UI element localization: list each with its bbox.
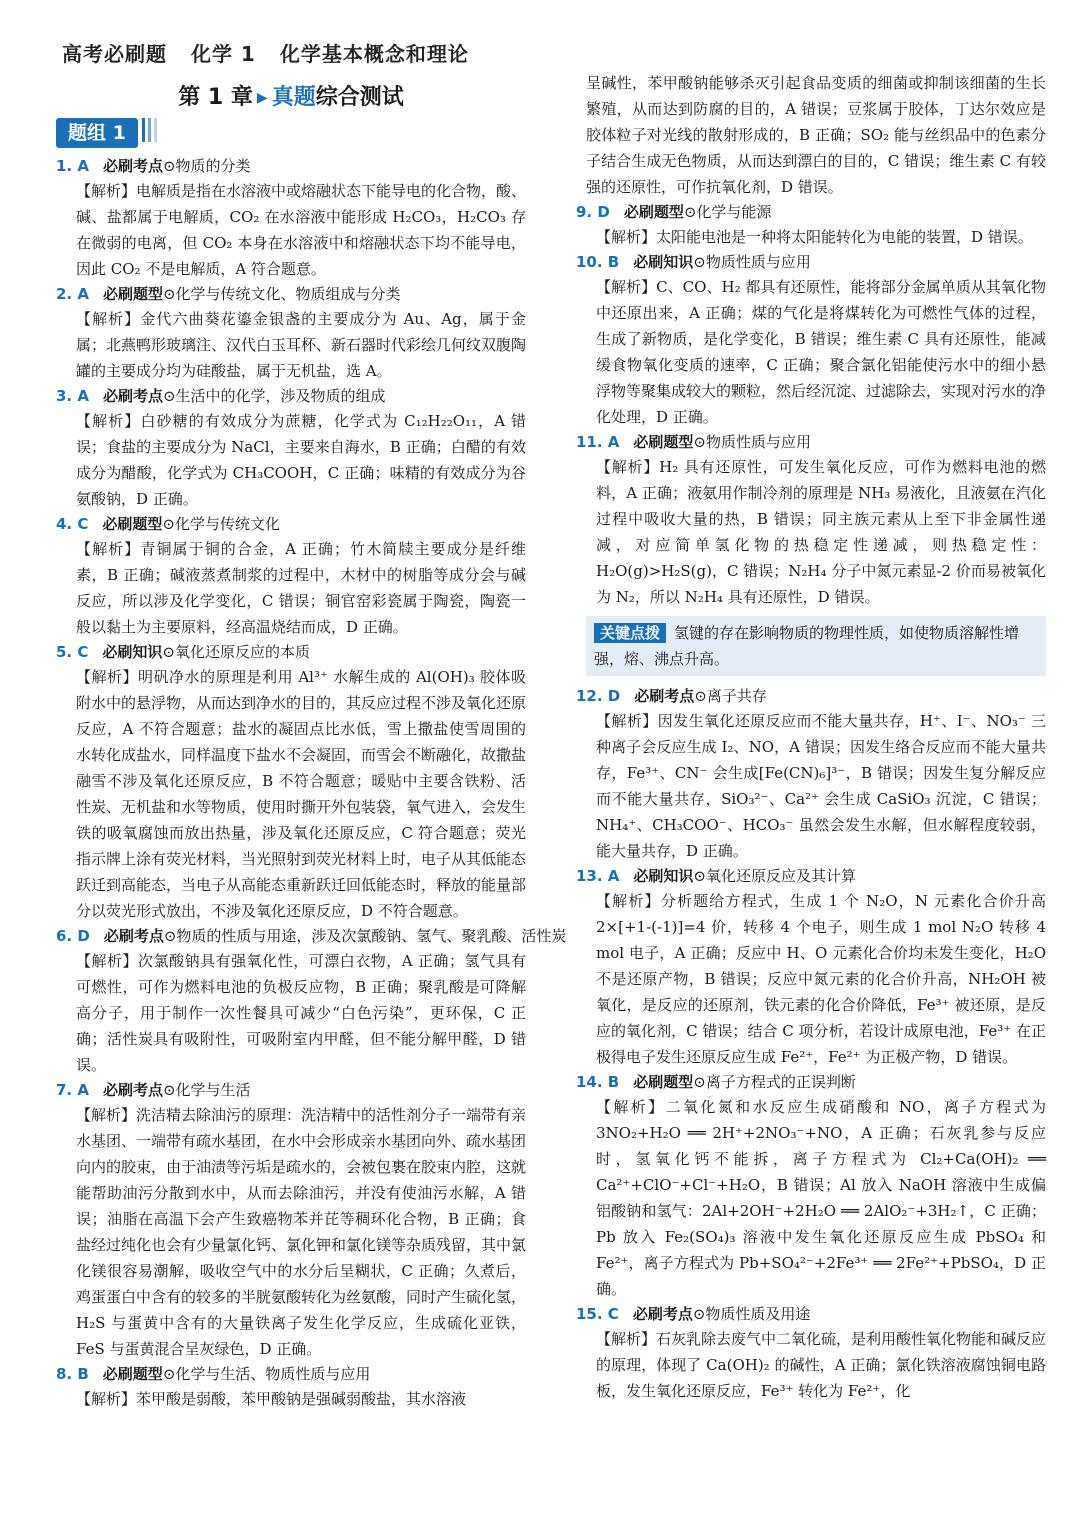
key-tip: [586, 616, 1046, 676]
answer-topic: ⊙化学与传统文化、物质组成与分类: [162, 285, 401, 303]
answer-explanation: 【解析】次氯酸钠具有强氧化性，可漂白衣物，A 正确；氢气具有可燃性，可作为燃料电池的负极反应物，B 正确；聚乳酸是可降解高分子，用于制作一次性餐具可减少“白色污染”，更环保，C 正确；活性炭具有吸附性，可吸附室内甲醛，但不能分解甲醛，D 错误。: [76, 952, 526, 1074]
answer-item: [576, 1302, 1046, 1404]
right-column: [576, 70, 1046, 1404]
answer-item: [56, 640, 526, 924]
answer-number: 9. D: [576, 203, 610, 221]
answer-item: [56, 282, 526, 384]
answer-header: [576, 250, 1046, 274]
answer-item: [56, 1362, 526, 1412]
chapter-suffix: 综合测试: [315, 85, 404, 110]
answer-kind: 必刷考点: [102, 157, 163, 175]
answer-kind: 必刷考点: [632, 1305, 693, 1323]
answer-explanation: 【解析】金代六曲葵花鎏金银盏的主要成分为 Au、Ag，属于金属；北燕鸭形玻璃注、汉代白玉耳杯、新石器时代彩绘几何纹双腹陶罐的主要成分均为硅酸盐，属于无机盐，选 A。: [76, 310, 527, 380]
answer-header: [56, 640, 526, 664]
answer-number: 10. B: [576, 253, 620, 271]
answer-explanation: 【解析】明矾净水的原理是利用 Al³⁺ 水解生成的 Al(OH)₃ 胶体吸附水中的悬浮物，从而达到净水的目的，其反应过程不涉及氧化还原反应，A 不符合题意；盐水的凝固点比水低，雪上撒盐使雪周围的水转化成盐水，同样温度下盐水不会凝固，而雪会不断融化，故撒盐融雪不涉及氧化还原反应，B 不符合题意；暖贴中主要含铁粉、活性炭、无机盐和水等物质，使用时撕开外包装袋，氧气进入，会发生铁的吸氧腐蚀而放出热量，涉及氧化还原反应，C 符合题意；荧光指示牌上涂有荧光材料，当光照射到荧光材料上时，电子从其低能态跃迁到高能态，当电子从高能态重新跃迁回低能态时，释放的能量部分以荧光形式放出，不涉及氧化还原反应，D 不符合题意。: [76, 668, 527, 920]
answer-header: [56, 282, 526, 306]
answer-item: [576, 250, 1046, 430]
subject-title: 化学 1: [190, 42, 256, 66]
answer-item: [576, 684, 1046, 864]
answer-explanation: 【解析】分析题给方程式，生成 1 个 N₂O，N 元素化合价升高 2×[+1-(-1)]=4 价，转移 4 个电子，则生成 1 mol N₂O 转移 4 mol 电子，A 正确；反应中 H、O 元素化合价均未发生变化，H₂O 不是还原产物，B 错误；反应中氮元素的化合价升高，NH₂OH 被氧化，是反应的还原剂，铁元素的化合价降低，Fe³⁺ 被还原，是反应的氧化剂，C 错误；结合 C 项分析，若设计成原电池，Fe³⁺ 在正极得电子发生还原反应生成 Fe²⁺，Fe²⁺ 为正极产物，D 错误。: [596, 892, 1046, 1066]
answer-explanation: 【解析】因发生氧化还原反应而不能大量共存，H⁺、I⁻、NO₃⁻ 三种离子会反应生成 I₂、NO，A 错误；因发生络合反应而不能大量共存，Fe³⁺、CN⁻ 会生成[Fe(CN)₆]³⁻，B 错误；因发生复分解反应而不能大量共存，SiO₃²⁻、Ca²⁺ 会生成 CaSiO₃ 沉淀，C 错误；NH₄⁺、CH₃COO⁻、HCO₃⁻ 虽然会发生水解，但水解程度较弱，能大量共存，D 正确。: [596, 712, 1046, 860]
answer-number: 13. A: [576, 867, 620, 885]
answer-item: [576, 430, 1046, 610]
answer-topic: ⊙物质性质与应用: [693, 433, 811, 451]
answer-header: [56, 924, 567, 948]
answer-kind: 必刷题型: [102, 1365, 163, 1383]
bars-icon: [142, 118, 160, 142]
key-tip-text: 氢键的存在影响物质的物理性质，如使物质溶解性增强，熔、沸点升高。: [594, 624, 1020, 668]
answer-topic: ⊙物质性质及用途: [692, 1305, 811, 1323]
page-header: [62, 38, 485, 67]
answer-kind: 必刷考点: [634, 687, 695, 705]
answer-topic: ⊙化学与传统文化: [162, 515, 280, 533]
answer-topic: ⊙物质性质与应用: [693, 253, 811, 271]
answer-number: 12. D: [576, 687, 621, 705]
answer-header: [56, 512, 526, 536]
answer-kind: 必刷考点: [103, 927, 164, 945]
answer-kind: 必刷考点: [102, 387, 163, 405]
answer-explanation: 【解析】青铜属于铜的合金，A 正确；竹木简牍主要成分是纤维素，B 正确；碱液蒸煮制浆的过程中，木材中的树脂等成分会与碱反应，所以涉及化学变化，C 错误；铜官窑彩瓷属于陶瓷，陶瓷一般以黏土为主要原料，经高温烧结而成，D 正确。: [76, 540, 526, 636]
answer-header: [56, 154, 526, 178]
answer-header: [56, 1362, 526, 1386]
answer-explanation: 【解析】C、CO、H₂ 都具有还原性，能将部分金属单质从其氧化物中还原出来，A 正确；煤的气化是将煤转化为可燃性气体的过程，生成了新物质，是化学变化，B 错误；维生素 C 具有还原性，能减缓食物氧化变质的速率，C 正确；聚合氯化铝能使污水中的细小悬浮物等聚集成较大的颗粒，然后经沉淀、过滤除去，实现对污水的净化处理，D 正确。: [596, 278, 1047, 426]
answer-header: [56, 384, 526, 408]
key-tip-label: 关键点拨: [594, 623, 666, 643]
answer-explanation: 【解析】H₂ 具有还原性，可发生氧化反应，可作为燃料电池的燃料，A 正确；液氨用作制冷剂的原理是 NH₃ 易液化，且液氨在汽化过程中吸收大量的热，B 错误；同主族元素从上至下非金属性递减，对应简单氢化物的热稳定性递减，则热稳定性：H₂O(g)>H₂S(g)，C 错误；N₂H₄ 分子中氮元素显-2 价而易被氧化为 N₂，所以 N₂H₄ 具有还原性，D 错误。: [596, 458, 1046, 606]
left-column: [56, 82, 567, 1412]
answer-number: 7. A: [56, 1081, 89, 1099]
answer-header: [576, 200, 1046, 224]
answer-header: [576, 864, 1046, 888]
book-title: 化学基本概念和理论: [279, 42, 469, 66]
answer-explanation: 【解析】洗洁精去除油污的原理：洗洁精中的活性剂分子一端带有亲水基团、一端带有疏水基团，在水中会形成亲水基团向外、疏水基团向内的胶束，由于油渍等污垢是疏水的，会被包裹在胶束内腔，这就能帮助油污分散到水中，从而去除油污，并没有使油污水解，A 错误；油脂在高温下会产生致癌物苯并芘等稠环化合物，B 正确；食盐经过纯化也会有少量氯化钙、氯化钾和氯化镁等杂质残留，其中氯化镁很容易潮解，吸收空气中的水分后呈糊状，C 正确；久煮后，鸡蛋蛋白中含有的较多的半胱氨酸转化为丝氨酸，同时产生硫化氢，H₂S 与蛋黄中含有的大量铁离子发生化学反应，生成硫化亚铁，FeS 与蛋黄混合呈灰绿色，D 正确。: [76, 1106, 527, 1358]
answer-item: [56, 154, 526, 282]
answer-explanation: 【解析】二氧化氮和水反应生成硝酸和 NO，离子方程式为 3NO₂+H₂O ══ 2H⁺+2NO₃⁻+NO，A 正确；石灰乳参与反应时，氢氧化钙不能拆，离子方程式为 Cl₂+Ca(OH)₂ ══ Ca²⁺+ClO⁻+Cl⁻+H₂O，B 错误；Al 放入 NaOH 溶液中生成偏铝酸钠和氢气：2Al+2OH⁻+2H₂O ══ 2AlO₂⁻+3H₂↑，C 正确；Pb 放入 Fe₂(SO₄)₃ 溶液中发生氧化还原反应生成 PbSO₄ 和 Fe²⁺，离子方程式为 Pb+SO₄²⁻+2Fe³⁺ ══ 2Fe²⁺+PbSO₄，D 正确。: [596, 1098, 1046, 1298]
answer-header: [56, 1078, 526, 1102]
answer-header: [576, 430, 1046, 454]
answer-header: [576, 1070, 1046, 1094]
answer-explanation: 【解析】太阳能电池是一种将太阳能转化为电能的装置，D 错误。: [596, 228, 1033, 246]
answer-item: [56, 384, 526, 512]
answer-explanation: 【解析】石灰乳除去废气中二氧化硫，是利用酸性氧化物能和碱反应的原理，体现了 Ca(OH)₂ 的碱性，A 正确；氯化铁溶液腐蚀铜电路板，发生氧化还原反应，Fe³⁺ 转化为 Fe²⁺，化: [596, 1330, 1047, 1400]
answer-topic: ⊙离子共存: [694, 687, 767, 705]
answer-kind: 必刷题型: [633, 1073, 694, 1091]
answer-explanation: 【解析】白砂糖的有效成分为蔗糖，化学式为 C₁₂H₂₂O₁₁，A 错误；食盐的主要成分为 NaCl，主要来自海水，B 正确；白醋的有效成分为醋酸，化学式为 CH₃COOH，C 正确；味精的有效成分为谷氨酸钠，D 正确。: [76, 412, 526, 508]
answer-kind: 必刷知识: [633, 253, 694, 271]
answer-topic: ⊙氧化还原反应及其计算: [693, 867, 856, 885]
chapter-title: [56, 82, 526, 114]
answer-number: 4. C: [56, 515, 89, 533]
answer-kind: 必刷题型: [102, 285, 163, 303]
answer-kind: 必刷题型: [102, 515, 163, 533]
chapter-number: 第 1 章: [178, 85, 253, 110]
answer-number: 15. C: [576, 1305, 619, 1323]
answer-kind: 必刷考点: [102, 1081, 163, 1099]
answer-number: 3. A: [56, 387, 89, 405]
answer-number: 6. D: [56, 927, 90, 945]
answer-number: 11. A: [576, 433, 620, 451]
triangle-icon: ▶: [256, 90, 268, 106]
answer-topic: ⊙化学与能源: [683, 203, 772, 221]
answer-explanation: 【解析】电解质是指在水溶液中或熔融状态下能导电的化合物，酸、碱、盐都属于电解质，CO₂ 在水溶液中能形成 H₂CO₃，H₂CO₃ 存在微弱的电离，但 CO₂ 本身在水溶液中和熔融状态下均不能导电，因此 CO₂ 不是电解质，A 符合题意。: [76, 182, 527, 278]
answer-topic: ⊙物质的性质与用途，涉及次氯酸钠、氢气、聚乳酸、活性炭: [163, 927, 567, 945]
answer-topic: ⊙化学与生活、物质性质与应用: [162, 1365, 371, 1383]
answer-number: 14. B: [576, 1073, 620, 1091]
continued-answer: 呈碱性，苯甲酸钠能够杀灭引起食品变质的细菌或抑制该细菌的生长繁殖，从而达到防腐的目的，A 错误；豆浆属于胶体，丁达尔效应是胶体粒子对光线的散射形成的，B 正确；SO₂ 能与丝织品中的色素分子结合生成无色物质，从而达到漂白的目的，C 错误；维生素 C 有较强的还原性，可作抗氧化剂，D 错误。: [586, 74, 1046, 196]
series-title: 高考必刷题: [62, 42, 167, 66]
answer-header: [576, 684, 1046, 708]
answer-kind: 必刷知识: [102, 643, 163, 661]
answer-item: [576, 1070, 1046, 1302]
chapter-highlight: 真题: [271, 85, 316, 110]
answer-topic: ⊙氧化还原反应的本质: [162, 643, 310, 661]
answer-item: [576, 864, 1046, 1070]
answer-topic: ⊙化学与生活: [162, 1081, 251, 1099]
group-tag: 题组 1: [56, 118, 138, 148]
answer-topic: ⊙生活中的化学，涉及物质的组成: [162, 387, 386, 405]
answer-number: 5. C: [56, 643, 89, 661]
answer-item: [576, 200, 1046, 250]
answer-kind: 必刷题型: [623, 203, 684, 221]
answer-topic: ⊙离子方程式的正误判断: [693, 1073, 856, 1091]
answer-number: 8. B: [56, 1365, 89, 1383]
answer-topic: ⊙物质的分类: [162, 157, 251, 175]
answer-item: [56, 512, 526, 640]
answer-number: 2. A: [56, 285, 89, 303]
answer-header: [576, 1302, 1046, 1326]
answer-item: [56, 924, 567, 1078]
answer-item: [56, 1078, 526, 1362]
answer-explanation: 【解析】苯甲酸是弱酸，苯甲酸钠是强碱弱酸盐，其水溶液: [76, 1390, 467, 1408]
answer-kind: 必刷知识: [633, 867, 694, 885]
answer-number: 1. A: [56, 157, 89, 175]
answer-kind: 必刷题型: [633, 433, 694, 451]
